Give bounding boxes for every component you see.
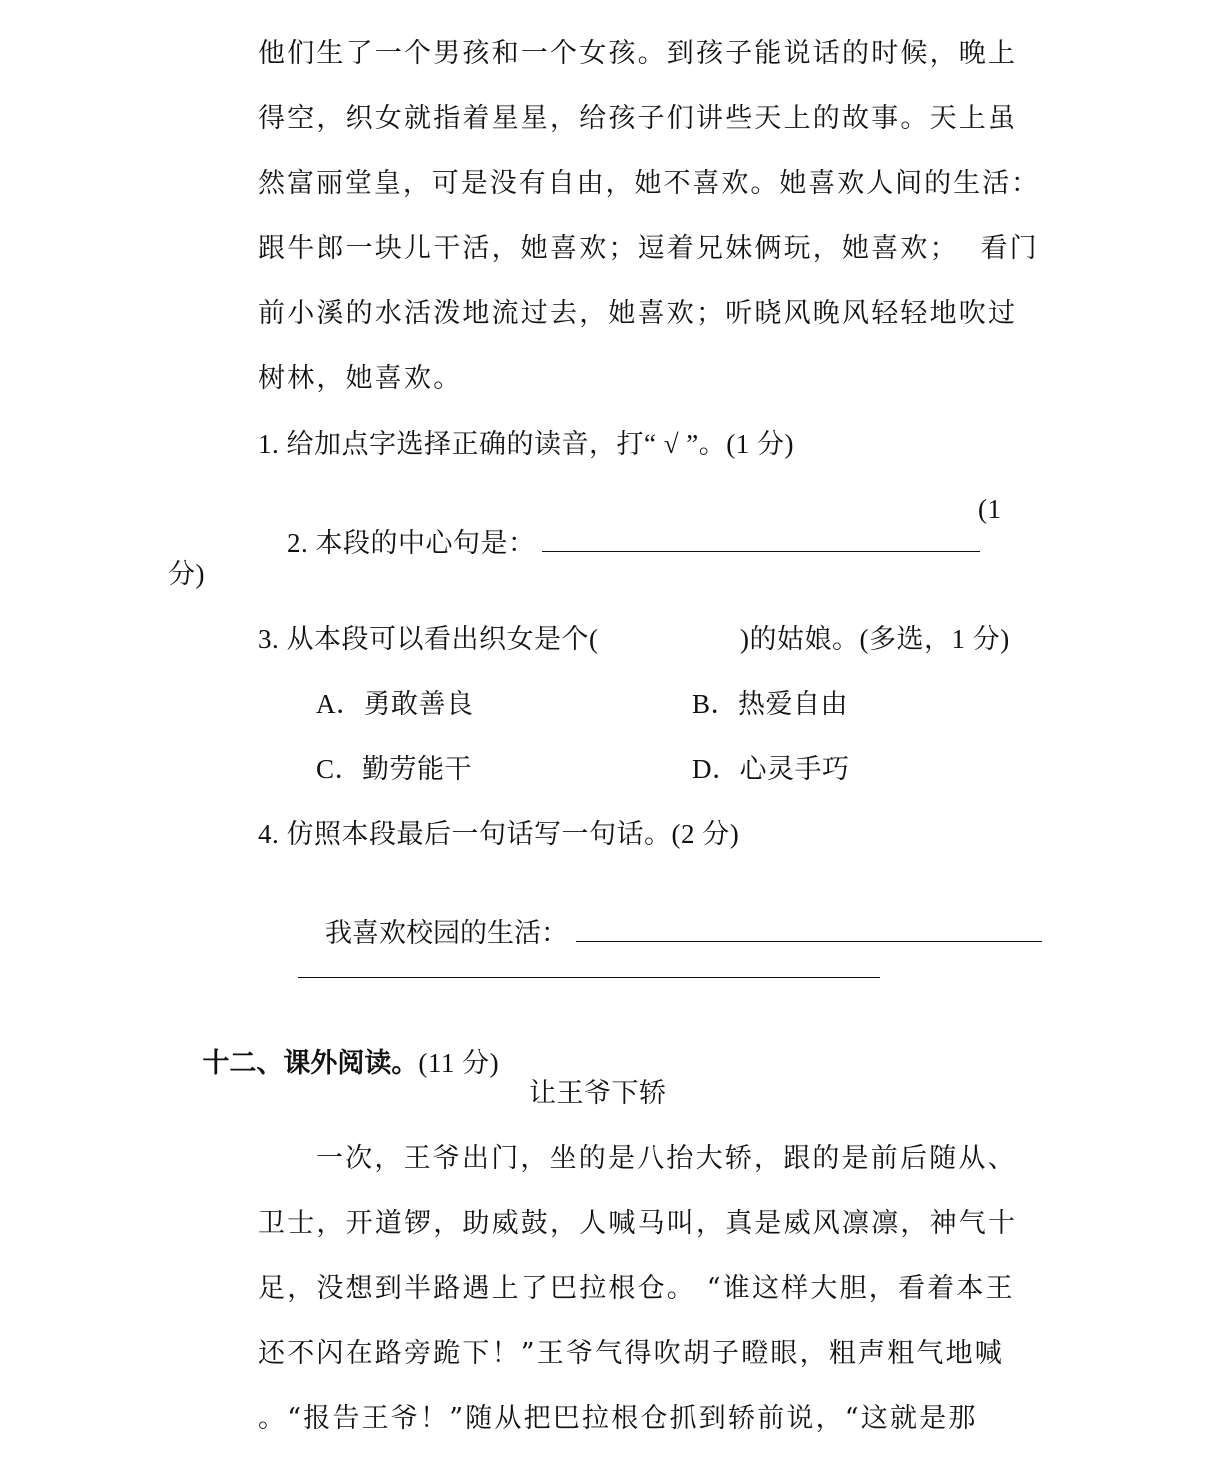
- answer-blank[interactable]: [576, 919, 1042, 942]
- story-line: 还不闪在路旁跪下！”王爷气得吹胡子瞪眼，粗声粗气地喊: [258, 1338, 1005, 1369]
- section-heading-text: 十二、课外阅读。: [202, 1048, 419, 1079]
- question-3: 3. 从本段可以看出织女是个(: [258, 624, 599, 654]
- question-4-prompt: [298, 882, 1042, 984]
- story-line: 。“报告王爷！”随从把巴拉根仓抓到轿前说，“这就是那: [258, 1403, 978, 1434]
- question-3-suffix: )的姑娘。(多选，1 分): [740, 624, 1010, 654]
- option-c[interactable]: C．勤劳能干: [316, 754, 473, 784]
- question-2-text: 2. 本段的中心句是：: [287, 528, 536, 558]
- option-a[interactable]: A．勇敢善良: [316, 689, 474, 719]
- section-score: (11 分): [418, 1048, 500, 1078]
- option-d[interactable]: D．心灵手巧: [692, 754, 850, 784]
- answer-blank[interactable]: [542, 529, 980, 552]
- question-4: 4. 仿照本段最后一句话写一句话。(2 分): [258, 819, 740, 849]
- option-b[interactable]: B．热爱自由: [692, 689, 849, 719]
- question-4-prompt-text: 我喜欢校园的生活：: [325, 918, 568, 948]
- story-line: 足，没想到半路遇上了巴拉根仓。 “谁这样大胆，看着本王: [258, 1273, 1015, 1304]
- passage-line: 跟牛郎一块儿干活，她喜欢；逗着兄妹俩玩，她喜欢； 看门: [258, 233, 1039, 264]
- passage-line: 前小溪的水活泼地流过去，她喜欢；听晓风晚风轻轻地吹过: [258, 298, 1018, 329]
- story-line: 一次，王爷出门，坐的是八抬大轿，跟的是前后随从、: [316, 1143, 1017, 1174]
- question-2-score-cont: 分): [168, 559, 205, 589]
- story-line: 卫士，开道锣，助威鼓，人喊马叫，真是威风凛凛，神气十: [258, 1208, 1018, 1239]
- question-2: [258, 492, 980, 594]
- question-2-score: (1: [978, 494, 1002, 524]
- story-title: 让王爷下轿: [529, 1078, 667, 1109]
- passage-line: 树林，她喜欢。: [258, 363, 463, 394]
- passage-line: 得空，织女就指着星星，给孩子们讲些天上的故事。天上虽: [258, 103, 1018, 134]
- passage-line: 他们生了一个男孩和一个女孩。到孩子能说话的时候，晚上: [258, 38, 1018, 69]
- answer-blank-line-2[interactable]: [298, 977, 880, 978]
- question-1: 1. 给加点字选择正确的读音，打“ √ ”。(1 分): [258, 429, 795, 459]
- section-heading: [168, 1012, 499, 1115]
- passage-line: 然富丽堂皇，可是没有自由，她不喜欢。她喜欢人间的生活：: [258, 168, 1040, 199]
